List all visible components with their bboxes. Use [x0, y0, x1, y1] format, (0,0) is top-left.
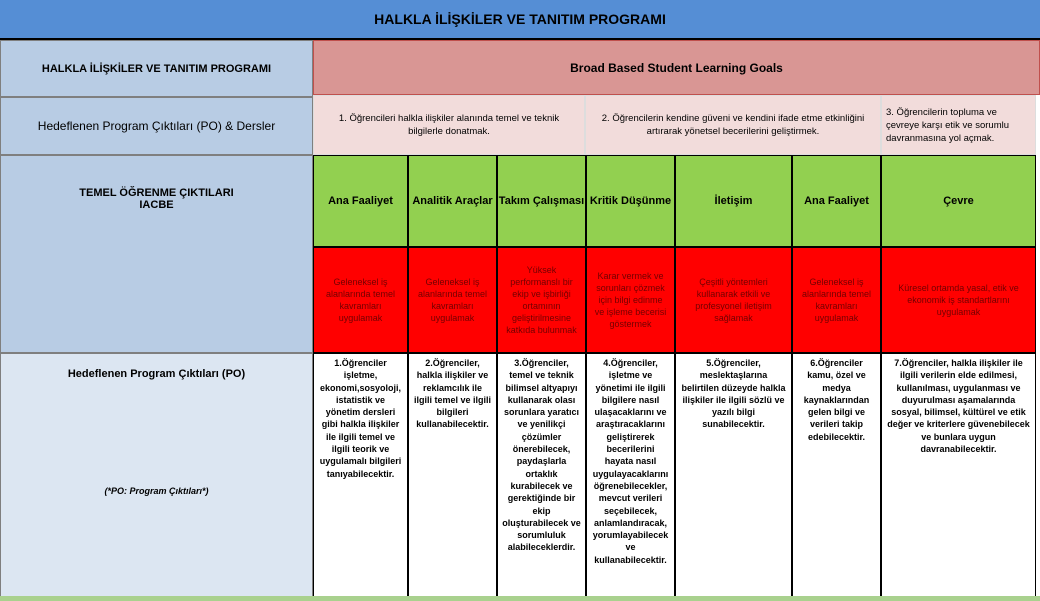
- po-heading-label: Hedeflenen Program Çıktıları (PO): [67, 368, 246, 380]
- core-outcome-text: Geleneksel iş alanlarında temel kavramları uygulamak: [325, 277, 396, 323]
- po-cell: 5.Öğrenciler, meslektaşlarına belirtilen düzeyde halkla ilişkiler ile ilgili sözlü ve yazılı bilgi sunabilecektir.: [675, 353, 792, 598]
- bottom-divider: [0, 596, 1040, 601]
- po-cell: 1.Öğrenciler işletme, ekonomi,sosyoloji, istatistik ve yönetim dersleri gibi halkla ilişkiler ile ilgili temel ve ilgili teorik ve uygulamalı bilgileri tanıyabilecektir.: [313, 353, 408, 598]
- core-outcomes-sub: IACBE: [139, 199, 174, 211]
- core-outcomes-label: TEMEL ÖĞRENME ÇIKTILARI: [79, 187, 234, 199]
- core-outcomes-cell: [0, 155, 313, 353]
- program-name-cell: HALKLA İLİŞKİLER VE TANITIM PROGRAMI: [0, 40, 313, 97]
- core-outcome-text: Geleneksel iş alanlarında temel kavramları uygulamak: [801, 277, 872, 323]
- category-cell: İletişim: [675, 155, 792, 247]
- core-outcome-cell: [497, 247, 586, 353]
- core-outcome-cell: [675, 247, 792, 353]
- core-outcome-text: Geleneksel iş alanlarında temel kavramları uygulamak: [417, 277, 488, 323]
- category-cell: Ana Faaliyet: [313, 155, 408, 247]
- po-cell: 6.Öğrenciler kamu, özel ve medya kaynaklarından gelen bilgi ve verileri takip edebilecektir.: [792, 353, 881, 598]
- core-outcome-text: Karar vermek ve sorunları çözmek için bilgi edinme ve işleme becerisi göstermek: [594, 271, 667, 329]
- core-outcome-cell: [408, 247, 497, 353]
- core-outcome-text: Küresel ortamda yasal, etik ve ekonomik iş standartlarını uygulamak: [898, 283, 1019, 317]
- category-cell: Ana Faaliyet: [792, 155, 881, 247]
- core-outcome-cell: [586, 247, 675, 353]
- page-title: HALKLA İLİŞKİLER VE TANITIM PROGRAMI: [0, 0, 1040, 40]
- core-outcome-text: Yüksek performanslı bir ekip ve işbirliği ortamının geliştirilmesine katkıda bulunmak: [506, 265, 577, 335]
- category-cell: Takım Çalışması: [497, 155, 586, 247]
- po-cell: 2.Öğrenciler, halkla ilişkiler ve reklamcılık ile ilgili temel ve ilgili bilgileri kullanabilecektir.: [408, 353, 497, 598]
- core-outcome-text: Çeşitli yöntemleri kullanarak etkili ve profesyonel iletişim sağlamak: [695, 277, 772, 323]
- core-outcome-cell: [792, 247, 881, 353]
- category-cell: Analitik Araçlar: [408, 155, 497, 247]
- goal-1: 1. Öğrencileri halkla ilişkiler alanında temel ve teknik bilgilerle donatmak.: [313, 95, 585, 155]
- goals-header: Broad Based Student Learning Goals: [313, 40, 1040, 95]
- goal-2: 2. Öğrencilerin kendine güveni ve kendini ifade etme etkinliğini artırarak yönetsel becerilerini geliştirmek.: [585, 95, 881, 155]
- goal-3: 3. Öğrencilerin topluma ve çevreye karşı etik ve sorumlu davranmasına yol açmak.: [881, 95, 1036, 155]
- category-cell: Çevre: [881, 155, 1036, 247]
- po-cell: 3.Öğrenciler, temel ve teknik bilimsel altyapıyı kullanarak olası sorunlara yaratıcı ve yenilikçi çözümler önerebilecek, paydaşlarla ortaklık kurabilecek ve gerektiğinde bir ekip oluşturabilecek ve sorumluluk alabileceklerdir.: [497, 353, 586, 598]
- po-heading-cell: [0, 353, 313, 598]
- po-note: (*PO: Program Çıktıları*): [104, 486, 209, 496]
- category-cell: Kritik Düşünme: [586, 155, 675, 247]
- po-courses-cell: Hedeflenen Program Çıktıları (PO) & Dersler: [0, 97, 313, 155]
- core-outcome-cell: [313, 247, 408, 353]
- po-cell: 7.Öğrenciler, halkla ilişkiler ile ilgili verilerin elde edilmesi, kullanılması, uygulanması ve duyurulması aşamalarında sosyal, bilimsel, kültürel ve etik değer ve kriterlere güvenebilecek ve bunlara uygun davranabilecektir.: [881, 353, 1036, 598]
- core-outcome-cell: [881, 247, 1036, 353]
- po-cell: 4.Öğrenciler, işletme ve yönetimi ile ilgili bilgilere nasıl ulaşacaklarını ve araştıracaklarını geliştirerek becerilerini hayata nasıl uygulayacaklarını öğrenebilecekler, mevcut verileri seçebilecek, anlamlandıracak, yorumlayabilecek ve kullanabilecektir.: [586, 353, 675, 598]
